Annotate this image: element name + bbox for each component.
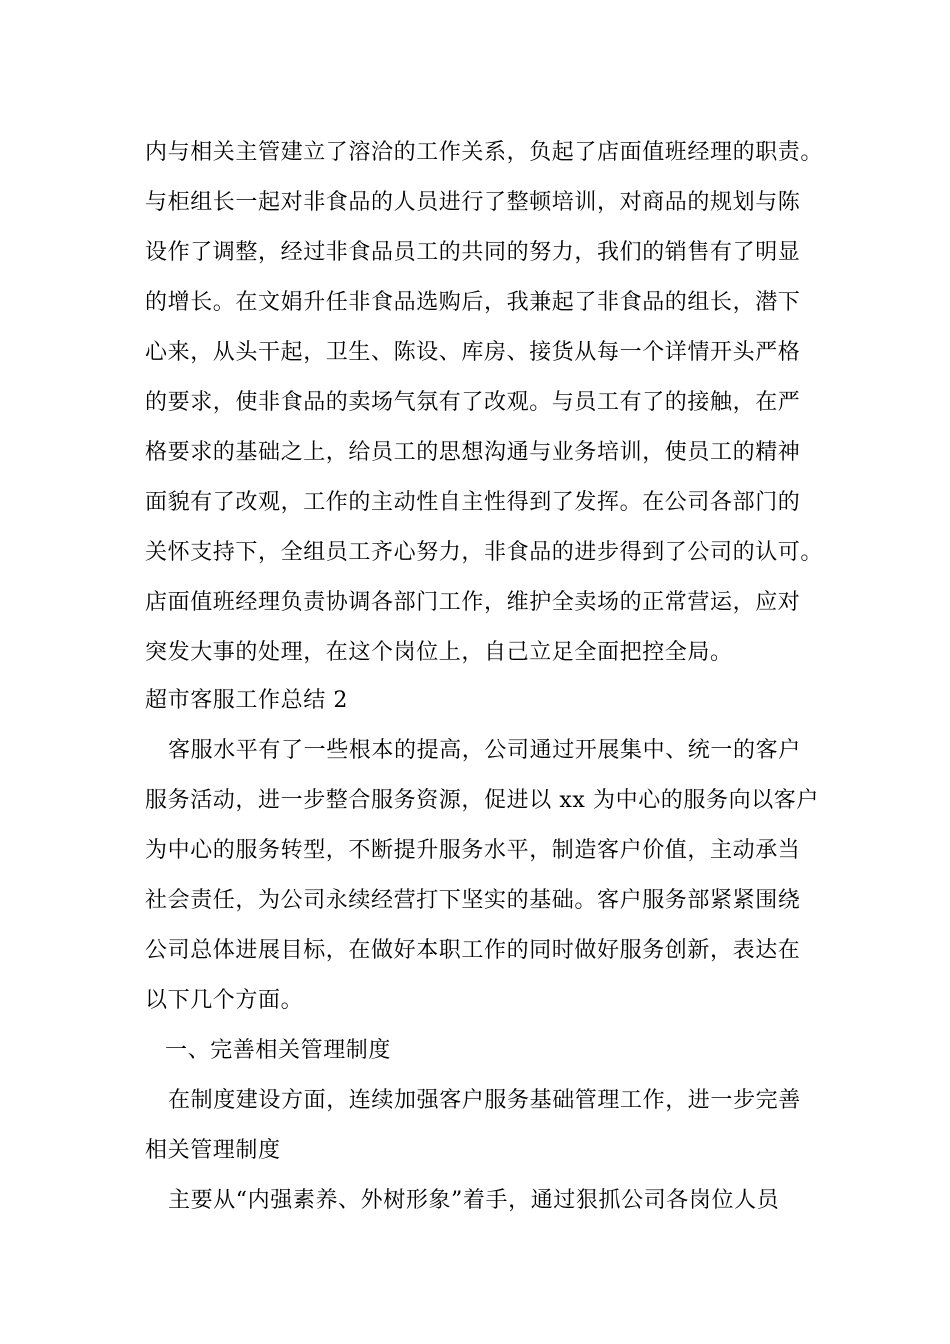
paragraph-line: 店面值班经理负责协调各部门工作，维护全卖场的正常营运，应对: [145, 590, 801, 615]
paragraph-line: 心来，从头干起，卫生、陈设、库房、接货从每一个详情开头严格: [145, 340, 801, 365]
paragraph-line: 在制度建设方面，连续加强客户服务基础管理工作，进一步完善: [168, 1088, 801, 1113]
paragraph-line: 与柜组长一起对非食品的人员进行了整顿培训，对商品的规划与陈: [145, 190, 801, 215]
paragraph-line: 关怀支持下，全组员工齐心努力，非食品的进步得到了公司的认可。: [145, 540, 824, 565]
paragraph-line: 的增长。在文娟升任非食品选购后，我兼起了非食品的组长，潜下: [145, 290, 801, 315]
paragraph-line: 相关管理制度: [145, 1138, 281, 1163]
paragraph-line: 突发大事的处理，在这个岗位上，自己立足全面把控全局。: [145, 640, 733, 665]
paragraph-line: 社会责任，为公司永续经营打下坚实的基础。客户服务部紧紧围绕: [145, 888, 801, 913]
paragraph-line: 为中心的服务转型，不断提升服务水平，制造客户价值，主动承当: [145, 838, 801, 863]
paragraph-line: 内与相关主管建立了溶洽的工作关系，负起了店面值班经理的职责。: [145, 140, 824, 165]
paragraph-line: 以下几个方面。: [145, 988, 304, 1013]
section-heading: 超市客服工作总结 2: [145, 688, 348, 713]
paragraph-line: 服务活动，进一步整合服务资源，促进以 xx 为中心的服务向以客户: [145, 788, 820, 813]
paragraph-line: 设作了调整，经过非食品员工的共同的努力，我们的销售有了明显: [145, 240, 801, 265]
subsection-title: 一、完善相关管理制度: [165, 1038, 392, 1063]
paragraph-line: 面貌有了改观，工作的主动性自主性得到了发挥。在公司各部门的: [145, 490, 801, 515]
paragraph-line: 公司总体进展目标，在做好本职工作的同时做好服务创新，表达在: [145, 938, 801, 963]
paragraph-line: 的要求，使非食品的卖场气氛有了改观。与员工有了的接触，在严: [145, 390, 801, 415]
paragraph-line: 格要求的基础之上，给员工的思想沟通与业务培训，使员工的精神: [145, 440, 801, 465]
paragraph-line: 主要从“内强素养、外树形象”着手，通过狠抓公司各岗位人员: [168, 1188, 780, 1213]
paragraph-line: 客服水平有了一些根本的提高，公司通过开展集中、统一的客户: [168, 738, 801, 763]
